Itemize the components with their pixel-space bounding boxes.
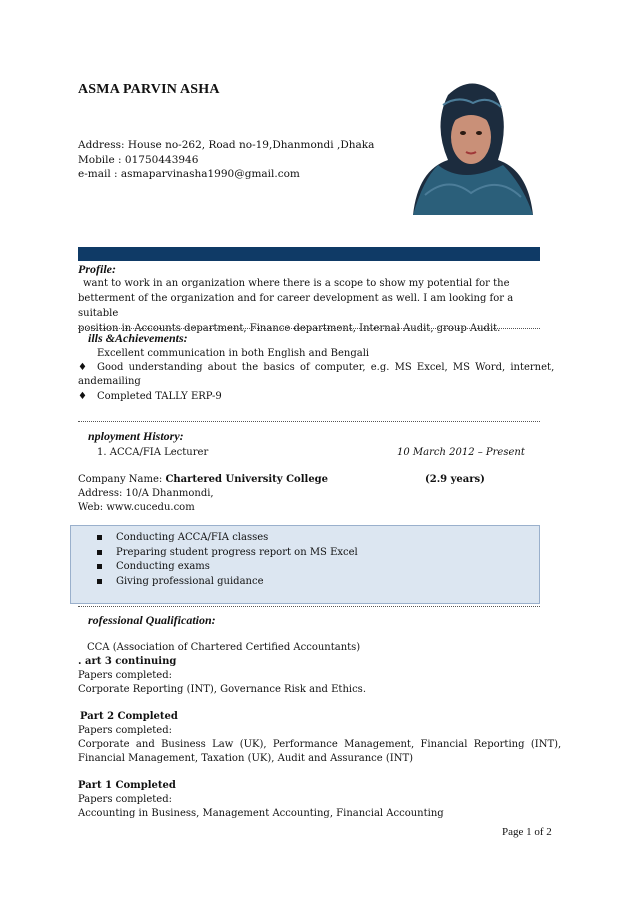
part1-title: Part 1 Completed [78,780,176,791]
part1-papers: Accounting in Business, Management Accounting, Financial Accounting [78,808,444,819]
profile-heading: Profile: [78,262,116,276]
profile-photo [403,75,540,215]
company-web: Web: www.cucedu.com [78,502,195,513]
part2-label: Papers completed: [78,725,172,736]
square-bullet-icon [97,535,102,540]
duty-item: Conducting ACCA/FIA classes [97,531,268,545]
company-address: Address: 10/A Dhanmondi, [78,488,214,499]
company-line: Company Name: Chartered University College [78,474,329,485]
qualification-heading: rofessional Qualification: [88,613,216,627]
part2-papers-1: Corporate and Business Law (UK), Performance Management, Financial Reporting (INT), [78,739,562,750]
diamond-bullet-icon: ♦ [78,362,87,373]
part3-label: Papers completed: [78,670,172,681]
skill-item: ♦ Good understanding about the basics of computer, e.g. MS Excel, MS Word, internet, and [78,362,555,387]
skill-item: ♦ Completed TALLY ERP-9 [78,391,222,402]
candidate-name: ASMA PARVIN ASHA [78,82,220,97]
job-dates: 10 March 2012 – Present [397,447,525,458]
duty-item: Giving professional guidance [97,575,264,589]
employment-heading: nployment History: [88,429,184,443]
part1-label: Papers completed: [78,794,172,805]
square-bullet-icon [97,564,102,569]
skills-heading: ills &Achievements: [88,331,188,345]
part3-papers: Corporate Reporting (INT), Governance Risk and Ethics. [78,684,366,695]
square-bullet-icon [97,579,102,584]
job-duration: (2.9 years) [425,474,485,485]
job-position: 1. ACCA/FIA Lecturer [97,447,209,458]
email-text: e-mail : asmaparvinasha1990@gmail.com [78,168,300,180]
profile-line-2: betterment of the organization and for career development as well. I am looking for a suitable [78,293,514,319]
square-bullet-icon [97,550,102,555]
section-divider [78,328,540,329]
skill-item: Excellent communication in both English and Bengali [97,348,370,359]
part3-title: . art 3 continuing [78,656,177,667]
duty-item: Preparing student progress report on MS Excel [97,546,358,560]
profile-line-1: want to work in an organization where there is a scope to show my potential for the [83,278,510,289]
part2-papers-2: Financial Management, Taxation (UK), Audit and Assurance (INT) [78,753,414,764]
skill-item-cont: emailing [97,376,141,387]
company-name: Chartered University College [165,474,329,485]
profile-line-3: position in Accounts department, Finance department, Internal Audit, group Audit. [78,323,501,334]
section-divider [78,421,540,422]
header-divider-bar [78,247,540,261]
part2-title: Part 2 Completed [80,711,178,722]
address-text: Address: House no-262, Road no-19,Dhanmondi ,Dhaka [78,139,375,151]
contact-block [78,138,374,182]
diamond-bullet-icon: ♦ [78,391,87,402]
page-number: Page 1 of 2 [502,826,552,838]
duty-item: Conducting exams [97,560,210,574]
mobile-text: Mobile : 01750443946 [78,153,199,166]
profile-text [78,276,548,336]
acca-line: CCA (Association of Chartered Certified Accountants) [87,642,361,653]
section-divider [78,606,540,607]
